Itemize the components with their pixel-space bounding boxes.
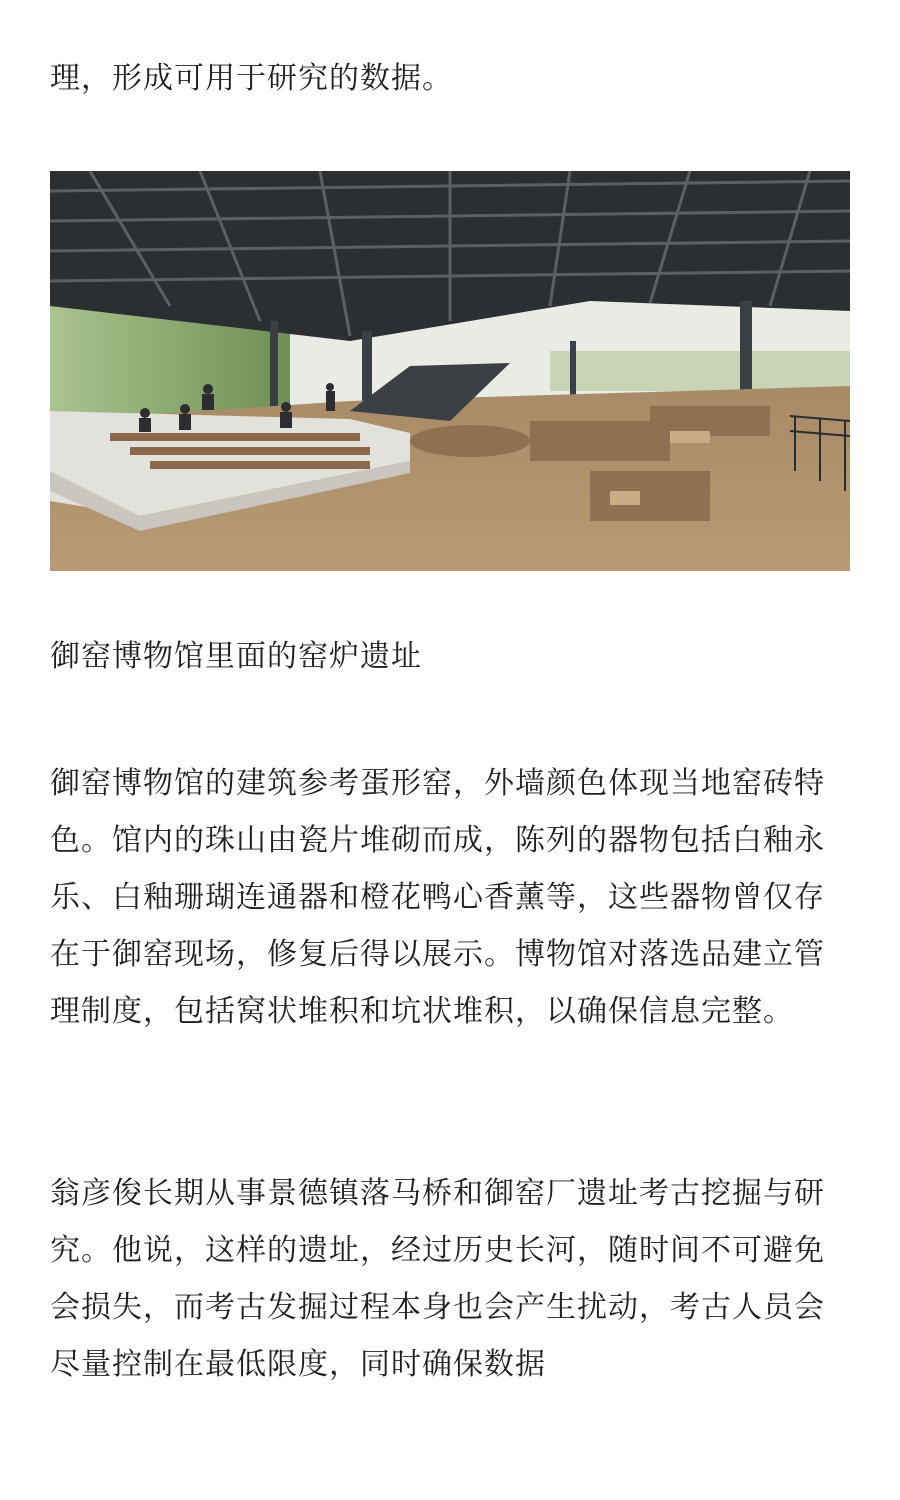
kiln-site-photo [50, 171, 850, 571]
paragraph-museum-architecture: 御窑博物馆的建筑参考蛋形窑，外墙颜色体现当地窑砖特色。馆内的珠山由瓷片堆砌而成，陈列的器物包括白釉永乐、白釉珊瑚连通器和橙花鸭心香薰等，这些器物曾仅存在于御窑现场，修复后得以展示。博物馆对落选品建立管理制度，包括窝状堆积和坑状堆积，以确保信息完整。 [50, 766, 825, 1029]
photo-caption: 御窑博物馆里面的窑炉遗址 [50, 639, 422, 674]
intro-paragraph-tail: 理，形成可用于研究的数据。 [50, 61, 453, 96]
paragraph-archaeology: 翁彦俊长期从事景德镇落马桥和御窑厂遗址考古挖掘与研究。他说，这样的遗址，经过历史长河，随时间不可避免会损失，而考古发掘过程本身也会产生扰动，考古人员会尽量控制在最低限度，同时确保数据 [50, 1176, 825, 1382]
